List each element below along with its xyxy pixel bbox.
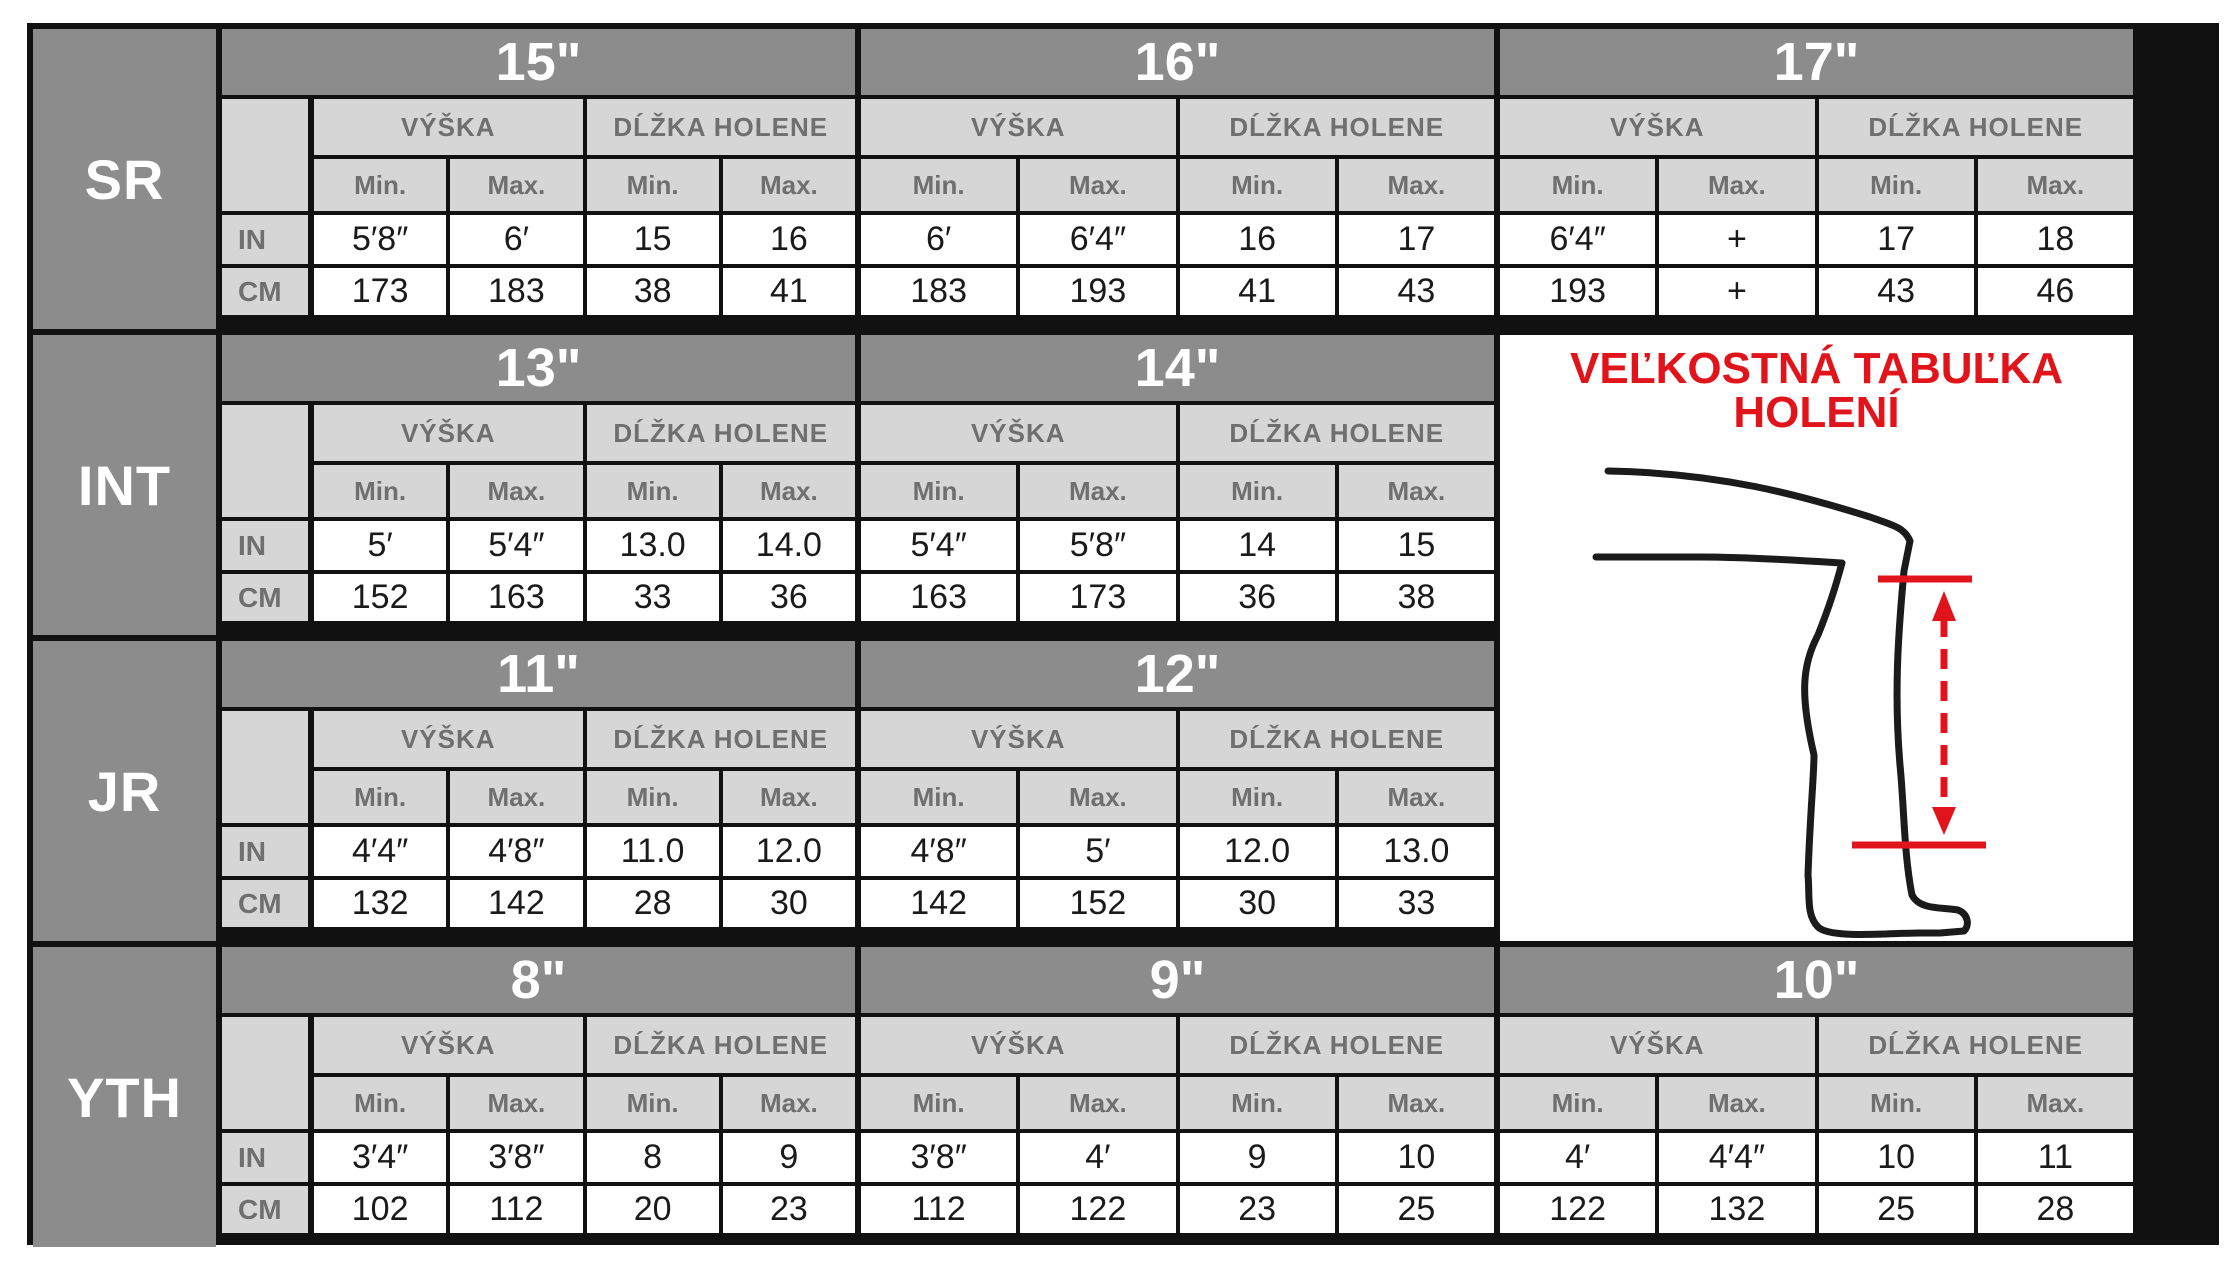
group-header-height: VÝŠKA bbox=[861, 405, 1176, 461]
subheader-max: Max. bbox=[723, 159, 855, 211]
group-header-row bbox=[861, 405, 1494, 461]
size-block bbox=[1500, 947, 2133, 1247]
subheader-min: Min. bbox=[314, 465, 446, 517]
group-header-shin-length: DĹŽKA HOLENE bbox=[1180, 405, 1495, 461]
data-cell: 43 bbox=[1819, 268, 1974, 315]
category-label-yth: YTH bbox=[33, 947, 216, 1247]
data-row-cm bbox=[861, 574, 1494, 621]
data-cell: 183 bbox=[450, 268, 582, 315]
subheader-max: Max. bbox=[723, 771, 855, 823]
data-cell: 112 bbox=[861, 1186, 1016, 1233]
subheader-max: Max. bbox=[1339, 465, 1494, 517]
data-cell: 17 bbox=[1819, 215, 1974, 264]
size-block bbox=[1500, 29, 2133, 329]
data-cell: 33 bbox=[587, 574, 719, 621]
group-header-height: VÝŠKA bbox=[1500, 99, 1815, 155]
data-cell: 23 bbox=[723, 1186, 855, 1233]
size-heading: 16" bbox=[861, 29, 1494, 95]
group-header-shin-length: DĹŽKA HOLENE bbox=[587, 405, 856, 461]
data-cell: 36 bbox=[723, 574, 855, 621]
data-cell: 16 bbox=[1180, 215, 1335, 264]
data-cell: 4′8″ bbox=[450, 827, 582, 876]
category-label-int: INT bbox=[33, 335, 216, 635]
subheader-min: Min. bbox=[861, 159, 1016, 211]
subheader-max: Max. bbox=[450, 465, 582, 517]
subheader-min: Min. bbox=[1500, 1077, 1655, 1129]
size-block bbox=[222, 641, 855, 941]
data-cell: 14.0 bbox=[723, 521, 855, 570]
data-row-cm bbox=[314, 1186, 855, 1233]
data-row-cm bbox=[1500, 1186, 2133, 1233]
subheader-min: Min. bbox=[314, 159, 446, 211]
subheader-row bbox=[314, 1077, 855, 1129]
subheader-row bbox=[1500, 159, 2133, 211]
subheader-max: Max. bbox=[1339, 771, 1494, 823]
data-cell: 5′8″ bbox=[314, 215, 446, 264]
size-block bbox=[222, 947, 855, 1247]
size-heading: 14" bbox=[861, 335, 1494, 401]
group-header-height: VÝŠKA bbox=[861, 711, 1176, 767]
data-cell: 3′8″ bbox=[861, 1133, 1016, 1182]
subheader-row bbox=[861, 465, 1494, 517]
data-cell: 13.0 bbox=[1339, 827, 1494, 876]
group-header-row bbox=[861, 1017, 1494, 1073]
data-cell: 5′4″ bbox=[861, 521, 1016, 570]
group-header-shin-length: DĹŽKA HOLENE bbox=[1819, 1017, 2134, 1073]
data-cell: 30 bbox=[723, 880, 855, 927]
subheader-min: Min. bbox=[314, 771, 446, 823]
data-cell: 132 bbox=[1659, 1186, 1814, 1233]
subheader-min: Min. bbox=[861, 465, 1016, 517]
subheader-min: Min. bbox=[861, 1077, 1016, 1129]
subheader-min: Min. bbox=[861, 771, 1016, 823]
data-cell: 122 bbox=[1500, 1186, 1655, 1233]
subheader-min: Min. bbox=[1180, 465, 1335, 517]
data-cell: 10 bbox=[1819, 1133, 1974, 1182]
data-cell: 6′4″ bbox=[1500, 215, 1655, 264]
data-row-in bbox=[314, 827, 855, 876]
data-row-cm bbox=[314, 268, 855, 315]
illustration-title-line1: VEĽKOSTNÁ TABUĽKA bbox=[1570, 344, 2063, 393]
subheader-row bbox=[314, 771, 855, 823]
data-cell: 9 bbox=[1180, 1133, 1335, 1182]
data-cell: 46 bbox=[1978, 268, 2133, 315]
data-cell: 183 bbox=[861, 268, 1016, 315]
data-row-cm bbox=[861, 880, 1494, 927]
subheader-max: Max. bbox=[723, 465, 855, 517]
data-cell: 11 bbox=[1978, 1133, 2133, 1182]
size-heading: 11" bbox=[222, 641, 855, 707]
data-row-in bbox=[861, 827, 1494, 876]
group-header-row bbox=[861, 99, 1494, 155]
data-row-cm bbox=[861, 268, 1494, 315]
data-row-in bbox=[314, 215, 855, 264]
group-header-shin-length: DĹŽKA HOLENE bbox=[1819, 99, 2134, 155]
size-heading: 17" bbox=[1500, 29, 2133, 95]
group-header-row bbox=[861, 711, 1494, 767]
data-cell: 13.0 bbox=[587, 521, 719, 570]
subheader-max: Max. bbox=[450, 1077, 582, 1129]
data-cell: 173 bbox=[1020, 574, 1175, 621]
group-header-height: VÝŠKA bbox=[314, 99, 583, 155]
unit-label-cm: CM bbox=[222, 574, 308, 621]
group-header-row bbox=[314, 405, 855, 461]
size-block bbox=[861, 335, 1494, 635]
data-cell: 6′4″ bbox=[1020, 215, 1175, 264]
data-cell: 33 bbox=[1339, 880, 1494, 927]
unit-header-blank bbox=[222, 405, 308, 517]
group-header-row bbox=[314, 1017, 855, 1073]
subheader-min: Min. bbox=[1500, 159, 1655, 211]
size-heading: 10" bbox=[1500, 947, 2133, 1013]
unit-label-cm: CM bbox=[222, 1186, 308, 1233]
subheader-max: Max. bbox=[1339, 159, 1494, 211]
subheader-max: Max. bbox=[1659, 1077, 1814, 1129]
unit-header-blank bbox=[222, 99, 308, 211]
subheader-max: Max. bbox=[450, 159, 582, 211]
group-header-row bbox=[314, 711, 855, 767]
size-block bbox=[861, 947, 1494, 1247]
size-block bbox=[222, 335, 855, 635]
data-cell: 12.0 bbox=[723, 827, 855, 876]
size-chart-illustration bbox=[1500, 335, 2133, 941]
data-cell: 5′8″ bbox=[1020, 521, 1175, 570]
data-cell: 41 bbox=[1180, 268, 1335, 315]
group-header-shin-length: DĹŽKA HOLENE bbox=[1180, 1017, 1495, 1073]
size-chart-grid bbox=[27, 23, 2219, 1245]
category-label-jr: JR bbox=[33, 641, 216, 941]
data-cell: 12.0 bbox=[1180, 827, 1335, 876]
group-header-shin-length: DĹŽKA HOLENE bbox=[587, 99, 856, 155]
data-row-in bbox=[861, 215, 1494, 264]
size-block bbox=[861, 641, 1494, 941]
subheader-max: Max. bbox=[1020, 771, 1175, 823]
group-header-shin-length: DĹŽKA HOLENE bbox=[587, 711, 856, 767]
subheader-min: Min. bbox=[314, 1077, 446, 1129]
size-heading: 12" bbox=[861, 641, 1494, 707]
data-cell: 6′ bbox=[861, 215, 1016, 264]
subheader-min: Min. bbox=[587, 771, 719, 823]
data-cell: 25 bbox=[1819, 1186, 1974, 1233]
unit-label-cm: CM bbox=[222, 268, 308, 315]
subheader-row bbox=[314, 159, 855, 211]
size-heading: 8" bbox=[222, 947, 855, 1013]
group-header-shin-length: DĹŽKA HOLENE bbox=[1180, 99, 1495, 155]
unit-header-blank bbox=[222, 711, 308, 823]
data-cell: 132 bbox=[314, 880, 446, 927]
data-cell: 173 bbox=[314, 268, 446, 315]
data-cell: 5′ bbox=[1020, 827, 1175, 876]
data-cell: 163 bbox=[450, 574, 582, 621]
unit-label-in: IN bbox=[222, 215, 308, 264]
data-row-cm bbox=[314, 880, 855, 927]
data-row-in bbox=[861, 521, 1494, 570]
group-header-row bbox=[1500, 1017, 2133, 1073]
subheader-max: Max. bbox=[1020, 465, 1175, 517]
data-cell: 8 bbox=[587, 1133, 719, 1182]
data-cell: 4′4″ bbox=[1659, 1133, 1814, 1182]
data-cell: 20 bbox=[587, 1186, 719, 1233]
subheader-max: Max. bbox=[723, 1077, 855, 1129]
size-heading: 9" bbox=[861, 947, 1494, 1013]
data-cell: 41 bbox=[723, 268, 855, 315]
data-cell: 38 bbox=[1339, 574, 1494, 621]
data-cell: 18 bbox=[1978, 215, 2133, 264]
unit-label-in: IN bbox=[222, 521, 308, 570]
data-cell: 152 bbox=[1020, 880, 1175, 927]
data-row-in bbox=[314, 521, 855, 570]
subheader-min: Min. bbox=[1180, 771, 1335, 823]
data-cell: 43 bbox=[1339, 268, 1494, 315]
subheader-min: Min. bbox=[1819, 1077, 1974, 1129]
data-cell: 16 bbox=[723, 215, 855, 264]
group-header-row bbox=[314, 99, 855, 155]
data-cell: 3′4″ bbox=[314, 1133, 446, 1182]
subheader-min: Min. bbox=[587, 465, 719, 517]
data-cell: 102 bbox=[314, 1186, 446, 1233]
illustration-title-line2: HOLENÍ bbox=[1733, 388, 1900, 437]
group-header-height: VÝŠKA bbox=[314, 1017, 583, 1073]
data-cell: 23 bbox=[1180, 1186, 1335, 1233]
group-header-height: VÝŠKA bbox=[314, 405, 583, 461]
data-cell: 6′ bbox=[450, 215, 582, 264]
data-cell: + bbox=[1659, 268, 1814, 315]
data-row-cm bbox=[861, 1186, 1494, 1233]
data-cell: 30 bbox=[1180, 880, 1335, 927]
subheader-row bbox=[1500, 1077, 2133, 1129]
subheader-row bbox=[861, 159, 1494, 211]
size-heading: 15" bbox=[222, 29, 855, 95]
data-row-cm bbox=[314, 574, 855, 621]
data-cell: 36 bbox=[1180, 574, 1335, 621]
data-cell: + bbox=[1659, 215, 1814, 264]
subheader-min: Min. bbox=[587, 1077, 719, 1129]
group-header-height: VÝŠKA bbox=[1500, 1017, 1815, 1073]
data-cell: 15 bbox=[587, 215, 719, 264]
unit-label-in: IN bbox=[222, 827, 308, 876]
data-cell: 14 bbox=[1180, 521, 1335, 570]
data-cell: 9 bbox=[723, 1133, 855, 1182]
data-cell: 3′8″ bbox=[450, 1133, 582, 1182]
subheader-min: Min. bbox=[587, 159, 719, 211]
subheader-min: Min. bbox=[1180, 159, 1335, 211]
subheader-row bbox=[314, 465, 855, 517]
data-row-in bbox=[1500, 215, 2133, 264]
data-cell: 15 bbox=[1339, 521, 1494, 570]
group-header-row bbox=[1500, 99, 2133, 155]
category-label-sr: SR bbox=[33, 29, 216, 329]
subheader-max: Max. bbox=[1020, 1077, 1175, 1129]
leg-shin-measure-icon bbox=[1500, 335, 2133, 941]
group-header-shin-length: DĹŽKA HOLENE bbox=[1180, 711, 1495, 767]
data-cell: 11.0 bbox=[587, 827, 719, 876]
data-cell: 142 bbox=[450, 880, 582, 927]
data-cell: 4′4″ bbox=[314, 827, 446, 876]
subheader-max: Max. bbox=[1978, 1077, 2133, 1129]
data-cell: 4′ bbox=[1500, 1133, 1655, 1182]
data-row-in bbox=[1500, 1133, 2133, 1182]
data-row-in bbox=[861, 1133, 1494, 1182]
data-cell: 163 bbox=[861, 574, 1016, 621]
data-cell: 17 bbox=[1339, 215, 1494, 264]
subheader-max: Max. bbox=[1339, 1077, 1494, 1129]
unit-label-cm: CM bbox=[222, 880, 308, 927]
data-cell: 4′8″ bbox=[861, 827, 1016, 876]
data-cell: 25 bbox=[1339, 1186, 1494, 1233]
unit-label-in: IN bbox=[222, 1133, 308, 1182]
group-header-shin-length: DĹŽKA HOLENE bbox=[587, 1017, 856, 1073]
subheader-row bbox=[861, 1077, 1494, 1129]
data-row-in bbox=[314, 1133, 855, 1182]
data-cell: 122 bbox=[1020, 1186, 1175, 1233]
subheader-max: Max. bbox=[1020, 159, 1175, 211]
subheader-row bbox=[861, 771, 1494, 823]
subheader-min: Min. bbox=[1180, 1077, 1335, 1129]
data-cell: 152 bbox=[314, 574, 446, 621]
group-header-height: VÝŠKA bbox=[861, 1017, 1176, 1073]
group-header-height: VÝŠKA bbox=[314, 711, 583, 767]
data-cell: 112 bbox=[450, 1186, 582, 1233]
unit-header-blank bbox=[222, 1017, 308, 1129]
data-cell: 5′4″ bbox=[450, 521, 582, 570]
data-cell: 142 bbox=[861, 880, 1016, 927]
subheader-max: Max. bbox=[450, 771, 582, 823]
data-cell: 5′ bbox=[314, 521, 446, 570]
data-cell: 193 bbox=[1500, 268, 1655, 315]
size-block bbox=[222, 29, 855, 329]
data-row-cm bbox=[1500, 268, 2133, 315]
subheader-max: Max. bbox=[1659, 159, 1814, 211]
data-cell: 38 bbox=[587, 268, 719, 315]
group-header-height: VÝŠKA bbox=[861, 99, 1176, 155]
size-heading: 13" bbox=[222, 335, 855, 401]
subheader-max: Max. bbox=[1978, 159, 2133, 211]
subheader-min: Min. bbox=[1819, 159, 1974, 211]
data-cell: 28 bbox=[587, 880, 719, 927]
data-cell: 28 bbox=[1978, 1186, 2133, 1233]
data-cell: 193 bbox=[1020, 268, 1175, 315]
size-block bbox=[861, 29, 1494, 329]
data-cell: 4′ bbox=[1020, 1133, 1175, 1182]
data-cell: 10 bbox=[1339, 1133, 1494, 1182]
